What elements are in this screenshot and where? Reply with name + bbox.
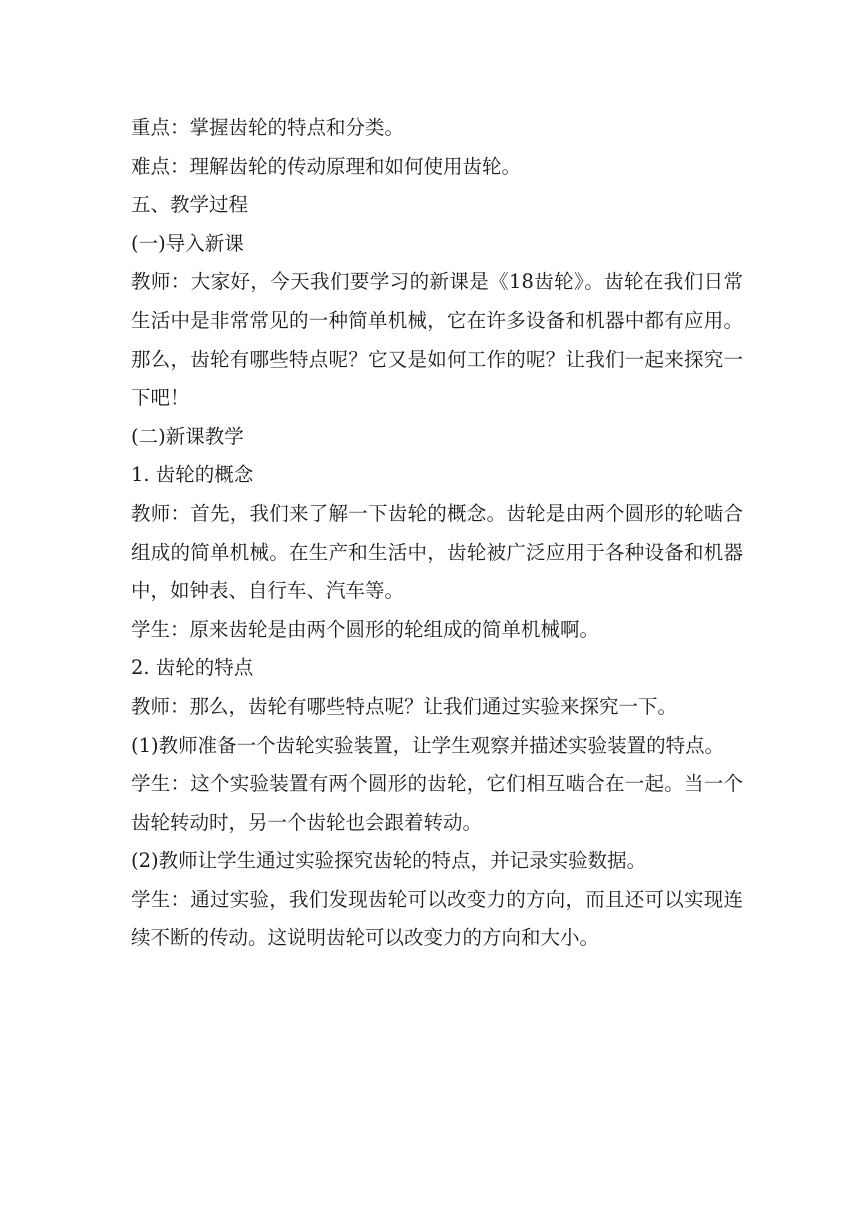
step-2-experiment-record: (2)教师让学生通过实验探究齿轮的特点，并记录实验数据。 [131,849,647,873]
key-point-line: 重点：掌握齿轮的特点和分类。 [131,116,405,139]
student-observation-paragraph: 学生：这个实验装置有两个圆形的齿轮，它们相互啮合在一起。当一个齿轮转动时，另一个齿轮也会跟着转动。 [131,772,743,834]
section-heading-teaching-process: 五、教学过程 [131,193,249,217]
teacher-features-prompt: 教师：那么，齿轮有哪些特点呢？让我们通过实验来探究一下。 [131,694,678,718]
subsection-heading-intro: (一)导入新课 [131,231,244,255]
subsection-heading-new-lesson: (二)新课教学 [131,424,244,448]
document-body [131,109,743,958]
student-concept-reply: 学生：原来齿轮是由两个圆形的轮组成的简单机械啊。 [131,617,600,641]
item-heading-gear-features: 2. 齿轮的特点 [131,656,254,680]
student-conclusion-paragraph: 学生：通过实验，我们发现齿轮可以改变力的方向，而且还可以实现连续不断的传动。这说明齿轮可以改变力的方向和大小。 [131,887,743,950]
item-heading-gear-concept: 1. 齿轮的概念 [131,463,254,487]
teacher-concept-paragraph: 教师：首先，我们来了解一下齿轮的概念。齿轮是由两个圆形的轮啮合组成的简单机械。在生产和生活中，齿轮被广泛应用于各种设备和机器中，如钟表、自行车、汽车等。 [131,501,743,603]
step-1-experiment-setup: (1)教师准备一个齿轮实验装置，让学生观察并描述实验装置的特点。 [131,733,725,757]
teacher-intro-paragraph: 教师：大家好，今天我们要学习的新课是《18齿轮》。齿轮在我们日常生活中是非常常见的一种简单机械，它在许多设备和机器中都有应用。那么，齿轮有哪些特点呢？它又是如何工作的呢？让我们一起来探究一下吧！ [131,270,743,410]
difficulty-line: 难点：理解齿轮的传动原理和如何使用齿轮。 [131,154,522,178]
